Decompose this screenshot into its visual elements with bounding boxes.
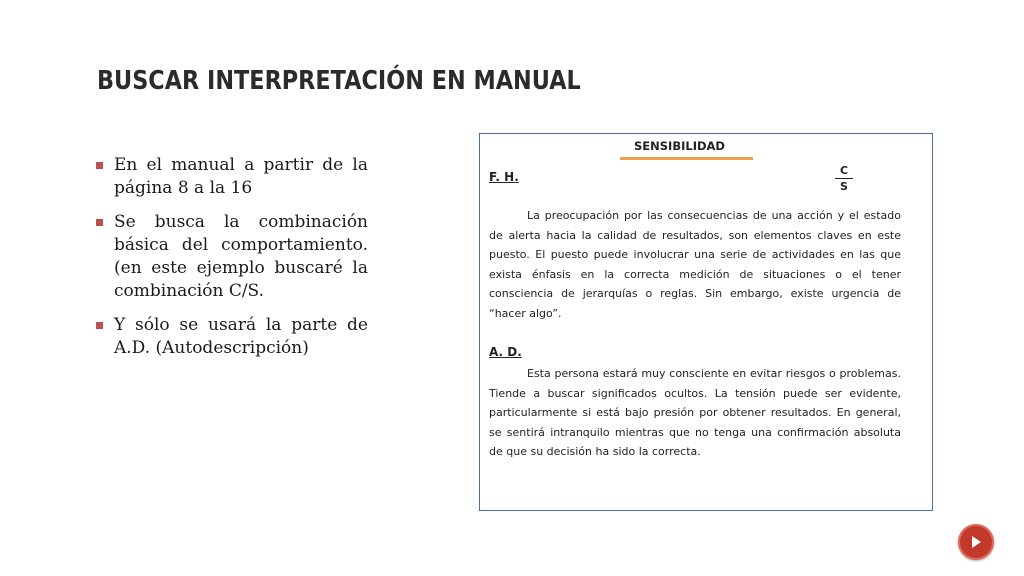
fh-paragraph: La preocupación por las consecuencias de una acción y el estado de alerta hacia la calidad de resultados, son elementos claves en este puesto. El puesto puede involucrar una serie de actividades en las que exista énfasis en la correcta medición de situaciones o el tener consciencia de jerarquías o reglas. Sin embargo, existe urgencia de “hacer algo”. — [489, 209, 901, 320]
manual-excerpt-image — [479, 133, 933, 511]
bullet-text: Y sólo se usará la parte de A.D. (Autodescripción) — [114, 315, 368, 358]
square-bullet-icon — [96, 322, 103, 329]
square-bullet-icon — [96, 219, 103, 226]
bullet-item — [96, 314, 368, 360]
combination-fraction — [835, 164, 853, 193]
fh-label: F. H. — [489, 170, 519, 184]
ad-paragraph: Esta persona estará muy consciente en evitar riesgos o problemas. Tiende a buscar significados ocultos. La tensión puede ser evidente, particularmente si está bajo presión por obtener resultados. En general, se sentirá intranquilo mientras que no tenga una confirmación absoluta de que su decisión ha sido la correcta. — [489, 367, 901, 458]
slide-title: BUSCAR INTERPRETACIÓN EN MANUAL — [97, 66, 581, 96]
ad-label: A. D. — [489, 345, 522, 359]
next-arrow-icon — [972, 536, 981, 548]
square-bullet-icon — [96, 162, 103, 169]
fraction-numerator: C — [835, 164, 853, 179]
next-slide-button[interactable] — [958, 524, 994, 560]
fraction-denominator: S — [840, 180, 848, 193]
bullet-item — [96, 154, 368, 200]
heading-underline — [620, 157, 753, 160]
bullet-text: Se busca la combinación básica del comportamiento. (en este ejemplo buscaré la combinación C/S. — [114, 212, 368, 301]
excerpt-heading: SENSIBILIDAD — [634, 139, 725, 153]
bullet-list — [96, 154, 368, 371]
bullet-item — [96, 211, 368, 303]
bullet-text: En el manual a partir de la página 8 a la 16 — [114, 155, 368, 198]
